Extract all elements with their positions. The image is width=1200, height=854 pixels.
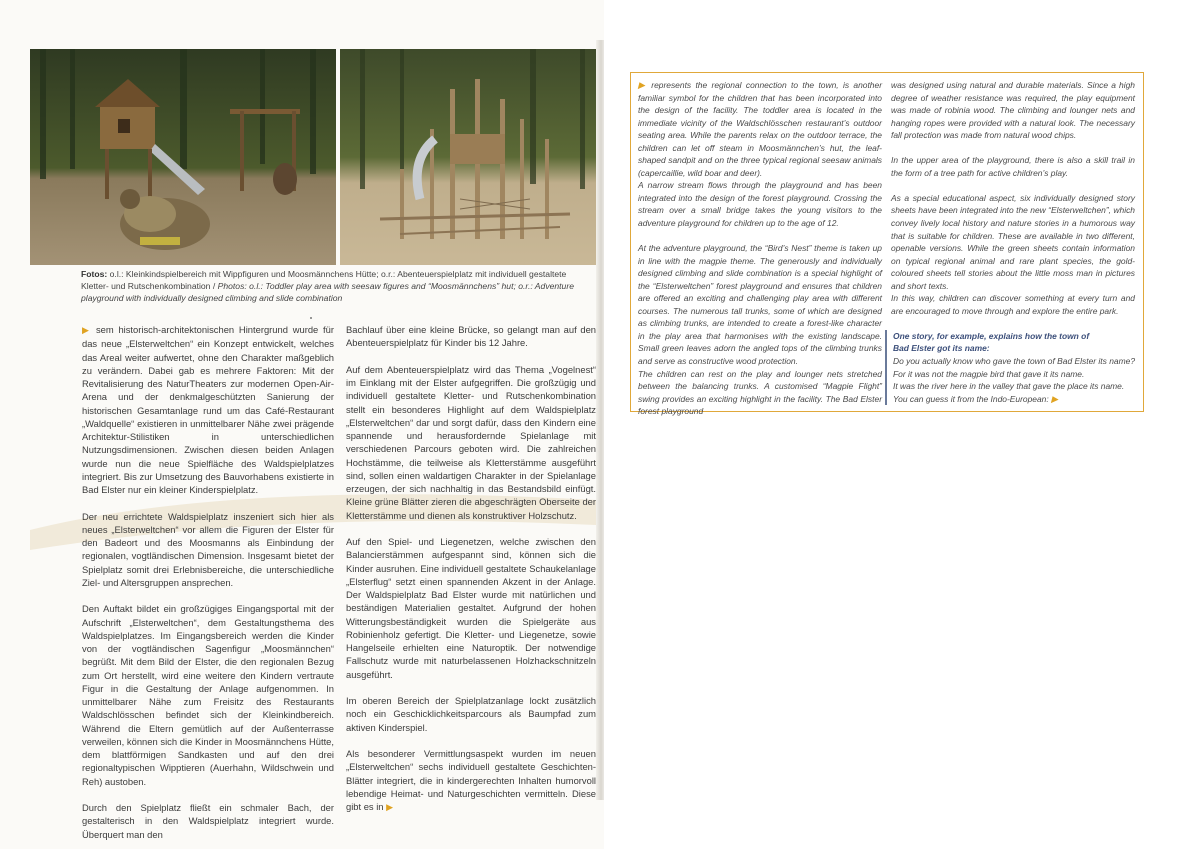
caption-label: Fotos:: [81, 269, 108, 279]
continue-arrow-icon: ▶: [386, 802, 394, 812]
paragraph: Im oberen Bereich der Spielplatzanlage lockt zusätzlich noch ein Geschicklichkeitsparcours als Baumpfad zum aktiven Kinderspiel.: [346, 695, 596, 733]
caption-english: Photos: o.l.: Toddler play area with seesaw figures and “Moosmännchens” hut; o.r.: Adventure playground with individually designed climbing and slide combination: [81, 281, 574, 304]
story-title-line-2: Bad Elster got its name:: [893, 343, 990, 354]
photo-toddler-area: [30, 49, 336, 265]
photo-adventure-playground: [340, 49, 602, 265]
toddler-area-image: [30, 49, 336, 265]
paragraph: Der neu errichtete Waldspielplatz inszeniert sich hier als neues „Elsterweltchen“ vor allem die Figuren der Elster für den Badeort und des Moosmanns als Einbindung der regionalen, vogtländischen Dimension. Insgesamt bietet der Spielplatz somit drei Erlebnisbereiche, die unterschiedliche Ziel- und Altersgruppen ansprechen.: [82, 510, 334, 588]
paragraph: [82, 323, 334, 496]
paragraph-text: Als besonderer Vermittlungsaspekt wurden im neuen „Elsterweltchen“ sechs individuell gestaltete Geschichten-Blätter integriert, die in kindergerechten Inhalten humorvoll lebendige Heimat- und Naturgeschichten vermitteln. Diese gibt es in: [346, 748, 596, 812]
photo-caption: [81, 268, 581, 305]
paragraph-text: represents the regional connection to the town, is another familiar symbol for the children that has been incorporated into the design of the facility. The toddler area is located in the immediate vicinity of the Waldschlösschen restaurant’s outdoor seating area. While the parents relax on the outdoor terrace, the children can let off steam in Moosmännchen’s hut, the leaf-shaped sandpit and on the three typical regional seesaw animals (capercaillie, wild boar and deer). A narrow stream flows through the playground and has been integrated into the design of the forest playground. Crossing the stream over a small bridge takes the young visitors to the adventure playground for children up to the age of 12.: [638, 80, 883, 229]
continue-arrow-icon: ▶: [1051, 393, 1059, 404]
story-line: It was the river here in the valley that gave the place its name.: [893, 381, 1125, 392]
paragraph: At the adventure playground, the “Bird’s Nest” theme is taken up in line with the magpie theme. The generously and individually designed climbing and slide combination is a special highlight of the “Elsterweltchen” forest playground and ensures that children are offered an exciting and challenging play area with different courses. The numerous tall trunks, some of which are designed as climbing trunks, are intended to create a forest-like character in the play area that harmonises with the existing landscape. Small green leaves adorn the angled tops of the climbing trunks and serve as constructive wood protection. The children can rest on the play and lounger nets stretched between the balancing trunks. A customised “Magpie Flight” swing provides an exciting highlight in the facility. The Bad Elster forest playground: [638, 243, 882, 417]
left-column-2: [346, 323, 596, 828]
paragraph: Auf den Spiel- und Liegenetzen, welche zwischen den Balancierstämmen aufgespannt sind, können sich die Kinder ausruhen. Eine individuell gestaltete Schaukelanlage „Elsterflug“ setzt einen spannenden Akzent in der Anlage. Der Waldspielplatz Bad Elster wurde mit natürlichen und beständigen Materialien gestaltet. Aufgrund der hohen Witterungsbeständigkeit wurden die Spielgeräte aus Robinienholz gefertigt. Die Kletter- und Liegenetze, sowie Hangelseile erhielten eine Naturoptik. Der notwendige Fallschutz wurde mit naturbelassenen Holzhackschnitzeln ausgeführt.: [346, 536, 596, 680]
left-column-1: [82, 323, 334, 854]
story-line: [893, 393, 1135, 406]
caption-german: o.l.: Kleinkindspielbereich mit Wippfiguren und Moosmännchens Hütte; o.r.: Abenteuerspielplatz mit individuell gestaltete Kletter- und Rutschenkombination /: [81, 269, 567, 292]
story-line: For it was not the magpie bird that gave it its name.: [893, 368, 1085, 379]
paragraph: Durch den Spielplatz fließt ein schmaler Bach, der gestalterisch in den Waldspielplatz integriert wurde. Überquert man den: [82, 802, 334, 840]
paragraph-text: sem historisch-architektonischen Hintergrund wurde für das neue „Elsterweltchen“ ein Konzept entwickelt, welches das Areal weiter aufwertet, ohne den Charakter maßgeblich zu verändern. Dabei gab es mehrere Faktoren: Mit der Revitalisierung des NaturTheaters zur modernen Open-Air-Arena und der denkmalgeschützten Sanierung der historischen Gesamtanlage rund um das Café-Restaurant „Waldquelle“ existieren in unmittelbarer Nähe zwei prägende Architektur-Stilistiken in unterschiedlichen Nutzungsdimensionen. Zwischen diesen beiden Anlagen wurde nun die neue Spielfläche des Waldspielplatzes integriert. Bis zur Umsetzung des Bauvorhabens existierte in Bad Elster nur ein kleiner Kinderspielplatz.: [82, 324, 334, 495]
story-excerpt: [885, 330, 1135, 405]
separator-dot: [310, 317, 312, 319]
continuation-arrow-icon: ▶: [82, 325, 92, 335]
story-title-line-1: One story, for example, explains how the town of: [893, 330, 1090, 341]
english-translation-box: [630, 72, 1144, 417]
story-line-text: You can guess it from the Indo-European:: [893, 393, 1049, 404]
paragraph: [638, 79, 882, 230]
continuation-arrow-icon: ▶: [638, 80, 647, 90]
paragraph: Bachlauf über eine kleine Brücke, so gelangt man auf den Abenteuerspielplatz für Kinder bis 12 Jahre.: [346, 324, 596, 349]
paragraph: was designed using natural and durable materials. Since a high degree of weather resistance was required, the play equipment was made of robinia wood. The climbing and lounger nets and hanging ropes were provided with a natural look. The necessary fall protection was made from natural wood chips.: [891, 80, 1135, 141]
paragraph: [346, 747, 596, 814]
translation-column-1: [638, 79, 882, 430]
paragraph: Den Auftakt bildet ein großzügiges Eingangsportal mit der Aufschrift „Elsterweltchen“, dem Gestaltungsthema des Waldspielplatzes. Im Eingangsbereich werden die Kinder von der vogtländischen Sagenfigur „Moosmännchen“ begrüßt. Mit dem Bild der Elster, die den regionalen Bezug zum Ort herstellt, wird eine weitere den Kindern vertraute Figur in die Gestaltung der Anlage aufgenommen. In unmittelbarer Nähe zum Freisitz des Restaurants Waldschlösschen befindet sich der Kleinkindbereich. Während die Eltern gemütlich auf der Außenterrasse verweilen, können sich die Kinder in Moosmännchens Hütte, dem blattförmigen Sandkasten und auf den drei regionaltypischen Wipptieren (Auerhahn, Wildschwein und Reh) austoben.: [82, 603, 334, 787]
paragraph: In the upper area of the playground, there is also a skill trail in the form of a tree path for active children’s play.: [891, 155, 1135, 178]
translation-column-2: [891, 79, 1135, 405]
story-line: Do you actually know who gave the town of Bad Elster its name?: [893, 356, 1136, 367]
paragraph: Auf dem Abenteuerspielplatz wird das Thema „Vogelnest“ im Einklang mit der Elster aufgegriffen. Die großzügig und individuell gestaltete Kletter- und Rutschenkombination stellt ein besonderes Highlight auf dem Waldspielplatz „Elsterweltchen“ dar und sorgt dafür, dass den Kindern eine spannende und herausfordernde Spielanlage mit verschiedenen Parcours geboten wird. Die zahlreichen Hochstämme, die teilweise als Kletterstämme ausgeführt sind, sollen einen waldartigen Charakter in der Spielanlage erzeugen, der sich nachhaltig in das Bestandsbild einfügt. Kleine grüne Blätter zieren die abgeschrägten Oberseite der Kletterstämme und dienen als konstruktiver Holzschutz.: [346, 363, 596, 521]
adventure-playground-image: [340, 49, 602, 265]
paragraph: As a special educational aspect, six individually designed story sheets have been integrated into the new “Elsterweltchen”, which convey lively local history and nature stories in a humorous way that is suitable for children. These are available in two different, openable versions. While the green sheets contain information on typical regional animal and rare plant species, the gold-coloured sheets tell stories about the little moss man in pictures and short texts. In this way, children can discover something at every turn and are encouraged to move through and explore the entire park.: [891, 192, 1135, 316]
